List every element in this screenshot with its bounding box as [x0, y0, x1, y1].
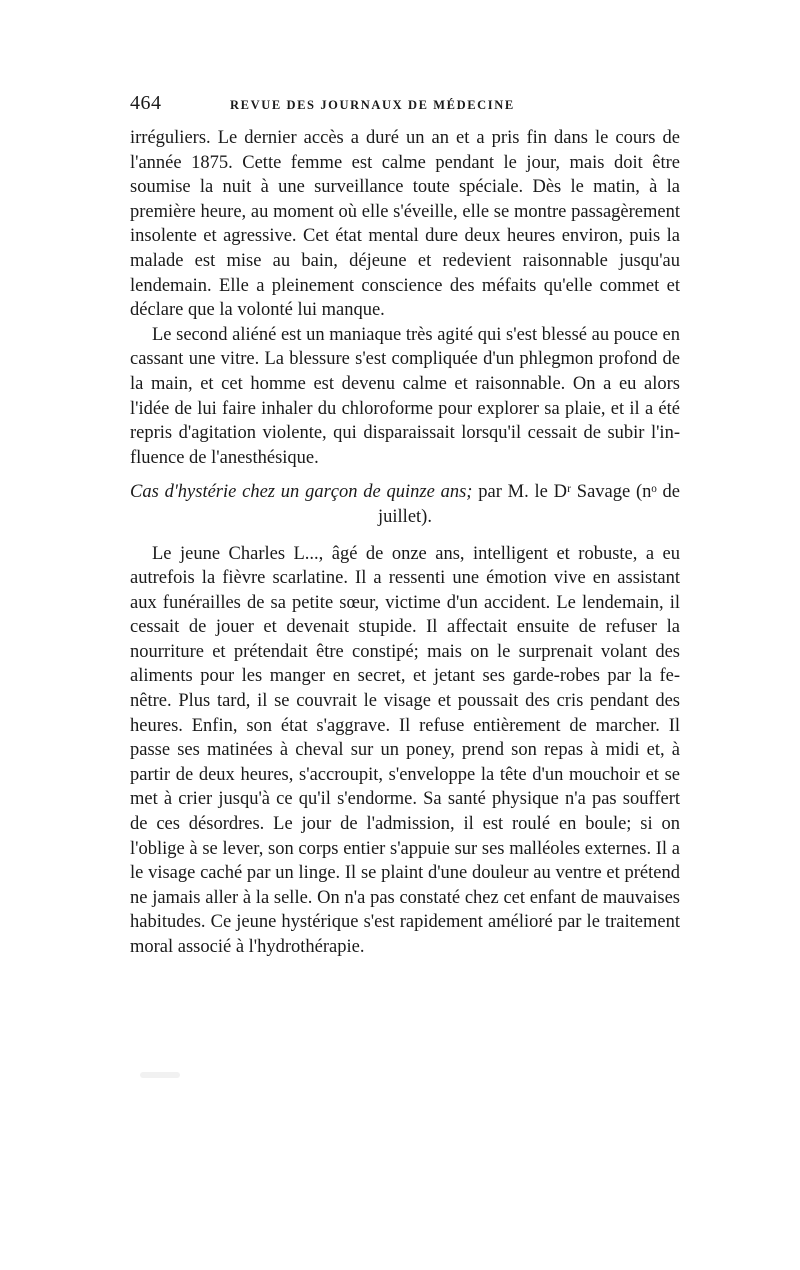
paragraph-case-report: Le jeune Charles L..., âgé de onze ans, intelligent et robuste, a eu autrefois la fièvre scarlatine. Il a ressenti une émotion vive en assistant aux funérailles de sa petite sœur, victime d'un accident. Le lendemain, il cessait de jouer et devenait stupide. Il affectait ensuite de refuser la nourriture et prétendait être constipé; mais on le surprenait volant des aliments pour les manger en secret, et jetant ses garde-robes par la fenêtre. Plus tard, il se couvrait le visage et poussait des cris pendant des heures. Enfin, son état s'aggrave. Il refuse entièrement de marcher. Il passe ses matinées à cheval sur un poney, prend son repas à midi et, à partir de deux heures, s'accroupit, s'enveloppe la tête d'un mouchoir et se met à crier jusqu'à ce qu'il s'endorme. Sa santé physique n'a pas souffert de ces désordres. Le jour de l'admission, il est roulé en boule; si on l'oblige à se lever, son corps entier s'appuie sur ses malléoles externes. Il a le visage caché par un linge. Il se plaint d'une douleur au ventre et prétend ne jamais aller à la selle. On n'a pas constaté chez cet enfant de mauvaises habitudes. Ce jeune hystérique s'est rapidement amélioré par le traitement moral associé à l'hydrothérapie.	[130, 543, 680, 957]
case-title: Cas d'hystérie chez un garçon de quinze ans;	[130, 482, 473, 503]
case-attribution: par M. le Dʳ Savage (nᵒ de juillet).	[378, 482, 681, 527]
page	[130, 92, 680, 960]
paragraph-second-patient: Le second aliéné est un maniaque très agité qui s'est blessé au pouce en cassant une vitre. La blessure s'est compliquée d'un phlegmon profond de la main, et cet homme est devenu calme et raisonnable. On a eu alors l'idée de lui faire inhaler du chloroforme pour explorer sa plaie, et il a été repris d'agitation violente, qui disparaissait lorsqu'il cessait de subir l'influence de l'anesthésique.	[130, 324, 680, 468]
article-body	[130, 126, 680, 960]
case-heading	[130, 480, 680, 529]
print-smudge	[140, 1072, 180, 1078]
page-number: 464	[130, 92, 162, 114]
paragraph-continued: irréguliers. Le dernier accès a duré un an et a pris fin dans le cours de l'année 1875. Cette femme est calme pendant le jour, mais doit être soumise la nuit à une surveillance toute spéciale. Dès le matin, à la première heure, au moment où elle s'éveille, elle se montre passagèrement insolente et agressive. Cet état mental dure deux heures environ, puis la malade est mise au bain, déjeune et redevient raisonnable jusqu'au lendemain. Elle a pleinement conscience des méfaits qu'elle commet et déclare que la volonté lui manque.	[130, 128, 680, 321]
running-header	[130, 92, 680, 120]
running-title: REVUE DES JOURNAUX DE MÉDECINE	[230, 98, 515, 112]
